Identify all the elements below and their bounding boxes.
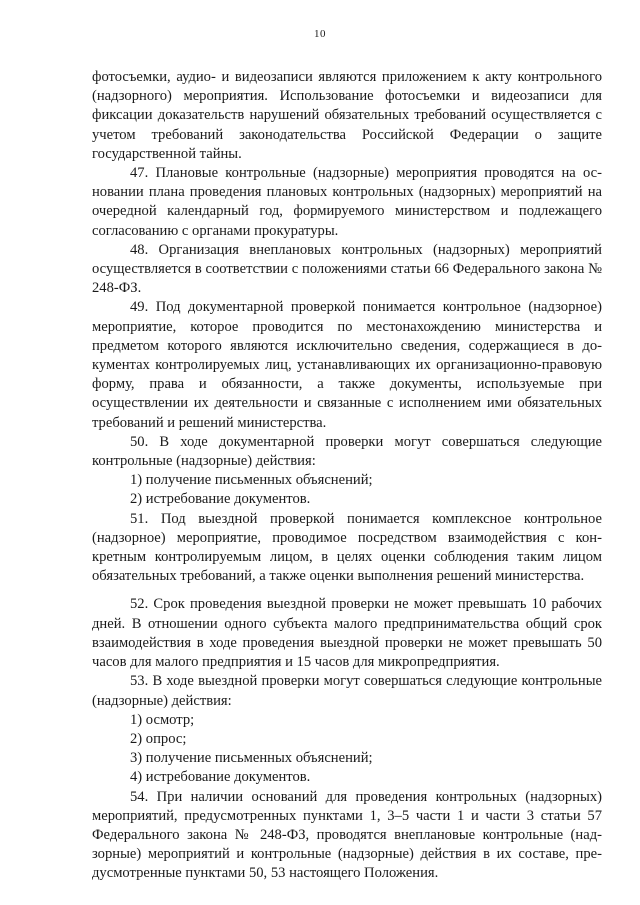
paragraph-51: 51. Под выездной проверкой понимается комплексное контрольное (надзорное) мероприятие, проводимое посредством взаимодействия с конкретным контролируемым лицом, в целях оценки соблюдения таким лицом обязательных требований, а также оценки выполнения решений министерства.	[92, 510, 602, 585]
paragraph-49: 49. Под документарной проверкой понимается контрольное (надзорное) мероприятие, которое проводится по местонахождению министерства и предметом которого являются исключительно сведения, содержащиеся в документах контролируемых лиц, устанавливающих их организационно-правовую форму, права и обязанности, а также документы, используемые при осуществлении их деятельности и связанные с исполнением ими обязательных требований и решений министерства.	[92, 299, 602, 431]
list-item-53-3: 3) получение письменных объяснений;	[130, 750, 373, 767]
list-item-50-1: 1) получение письменных объяснений;	[130, 472, 373, 489]
list-item-53-2: 2) опрос;	[130, 730, 187, 747]
paragraph-photo-video: фотосъемки, аудио- и видеозаписи являются приложением к акту контрольного (надзорного) мероприятия. Использование фотосъемки и видеозаписи для фиксации доказательств нарушений обязательных требований осуществляется с учетом требований законодательства Российской Федерации о защите государственной тайны.	[92, 69, 602, 162]
paragraph-53: 53. В ходе выездной проверки могут совершаться следующие контрольные (надзорные) действия:	[92, 673, 602, 709]
paragraph-50: 50. В ходе документарной проверки могут совершаться следующие контрольные (надзорные) действия:	[92, 433, 602, 470]
paragraph-48: 48. Организация внеплановых контрольных (надзорных) мероприятий осуществляется в соответствии с положениями статьи 66 Федерального закона № 248-ФЗ.	[92, 241, 602, 297]
paragraph-47: 47. Плановые контрольные (надзорные) мероприятия проводятся на основании плана проведения плановых контрольных (надзорных) мероприятий на очередной календарный год, формируемого министерством и подлежащего согласованию с органами прокуратуры.	[92, 165, 602, 239]
page-number: 10	[314, 28, 326, 40]
list-item-53-4: 4) истребование документов.	[130, 769, 311, 786]
list-item-53-1: 1) осмотр;	[130, 711, 195, 728]
paragraph-52: 52. Срок проведения выездной проверки не может превышать 10 рабочих дней. В отношении одного субъекта малого предпринимательства общий срок взаимодействия в ходе проведения выездной проверки не может превышать 50 часов для малого предприятия и 15 часов для микропредприятия.	[92, 596, 602, 671]
paragraph-54: 54. При наличии оснований для проведения контрольных (надзорных) мероприятий, предусмотренных пунктами 1, 3–5 части 1 и части 3 статьи 57 Федерального закона № 248-ФЗ, проводятся внеплановые контрольные (надзорные) мероприятий и контрольные (надзорные) действия в их составе, предусмотренные пунктами 50, 53 настоящего Положения.	[92, 788, 602, 882]
list-item-50-2: 2) истребование документов.	[130, 491, 311, 508]
document-body	[92, 68, 602, 884]
